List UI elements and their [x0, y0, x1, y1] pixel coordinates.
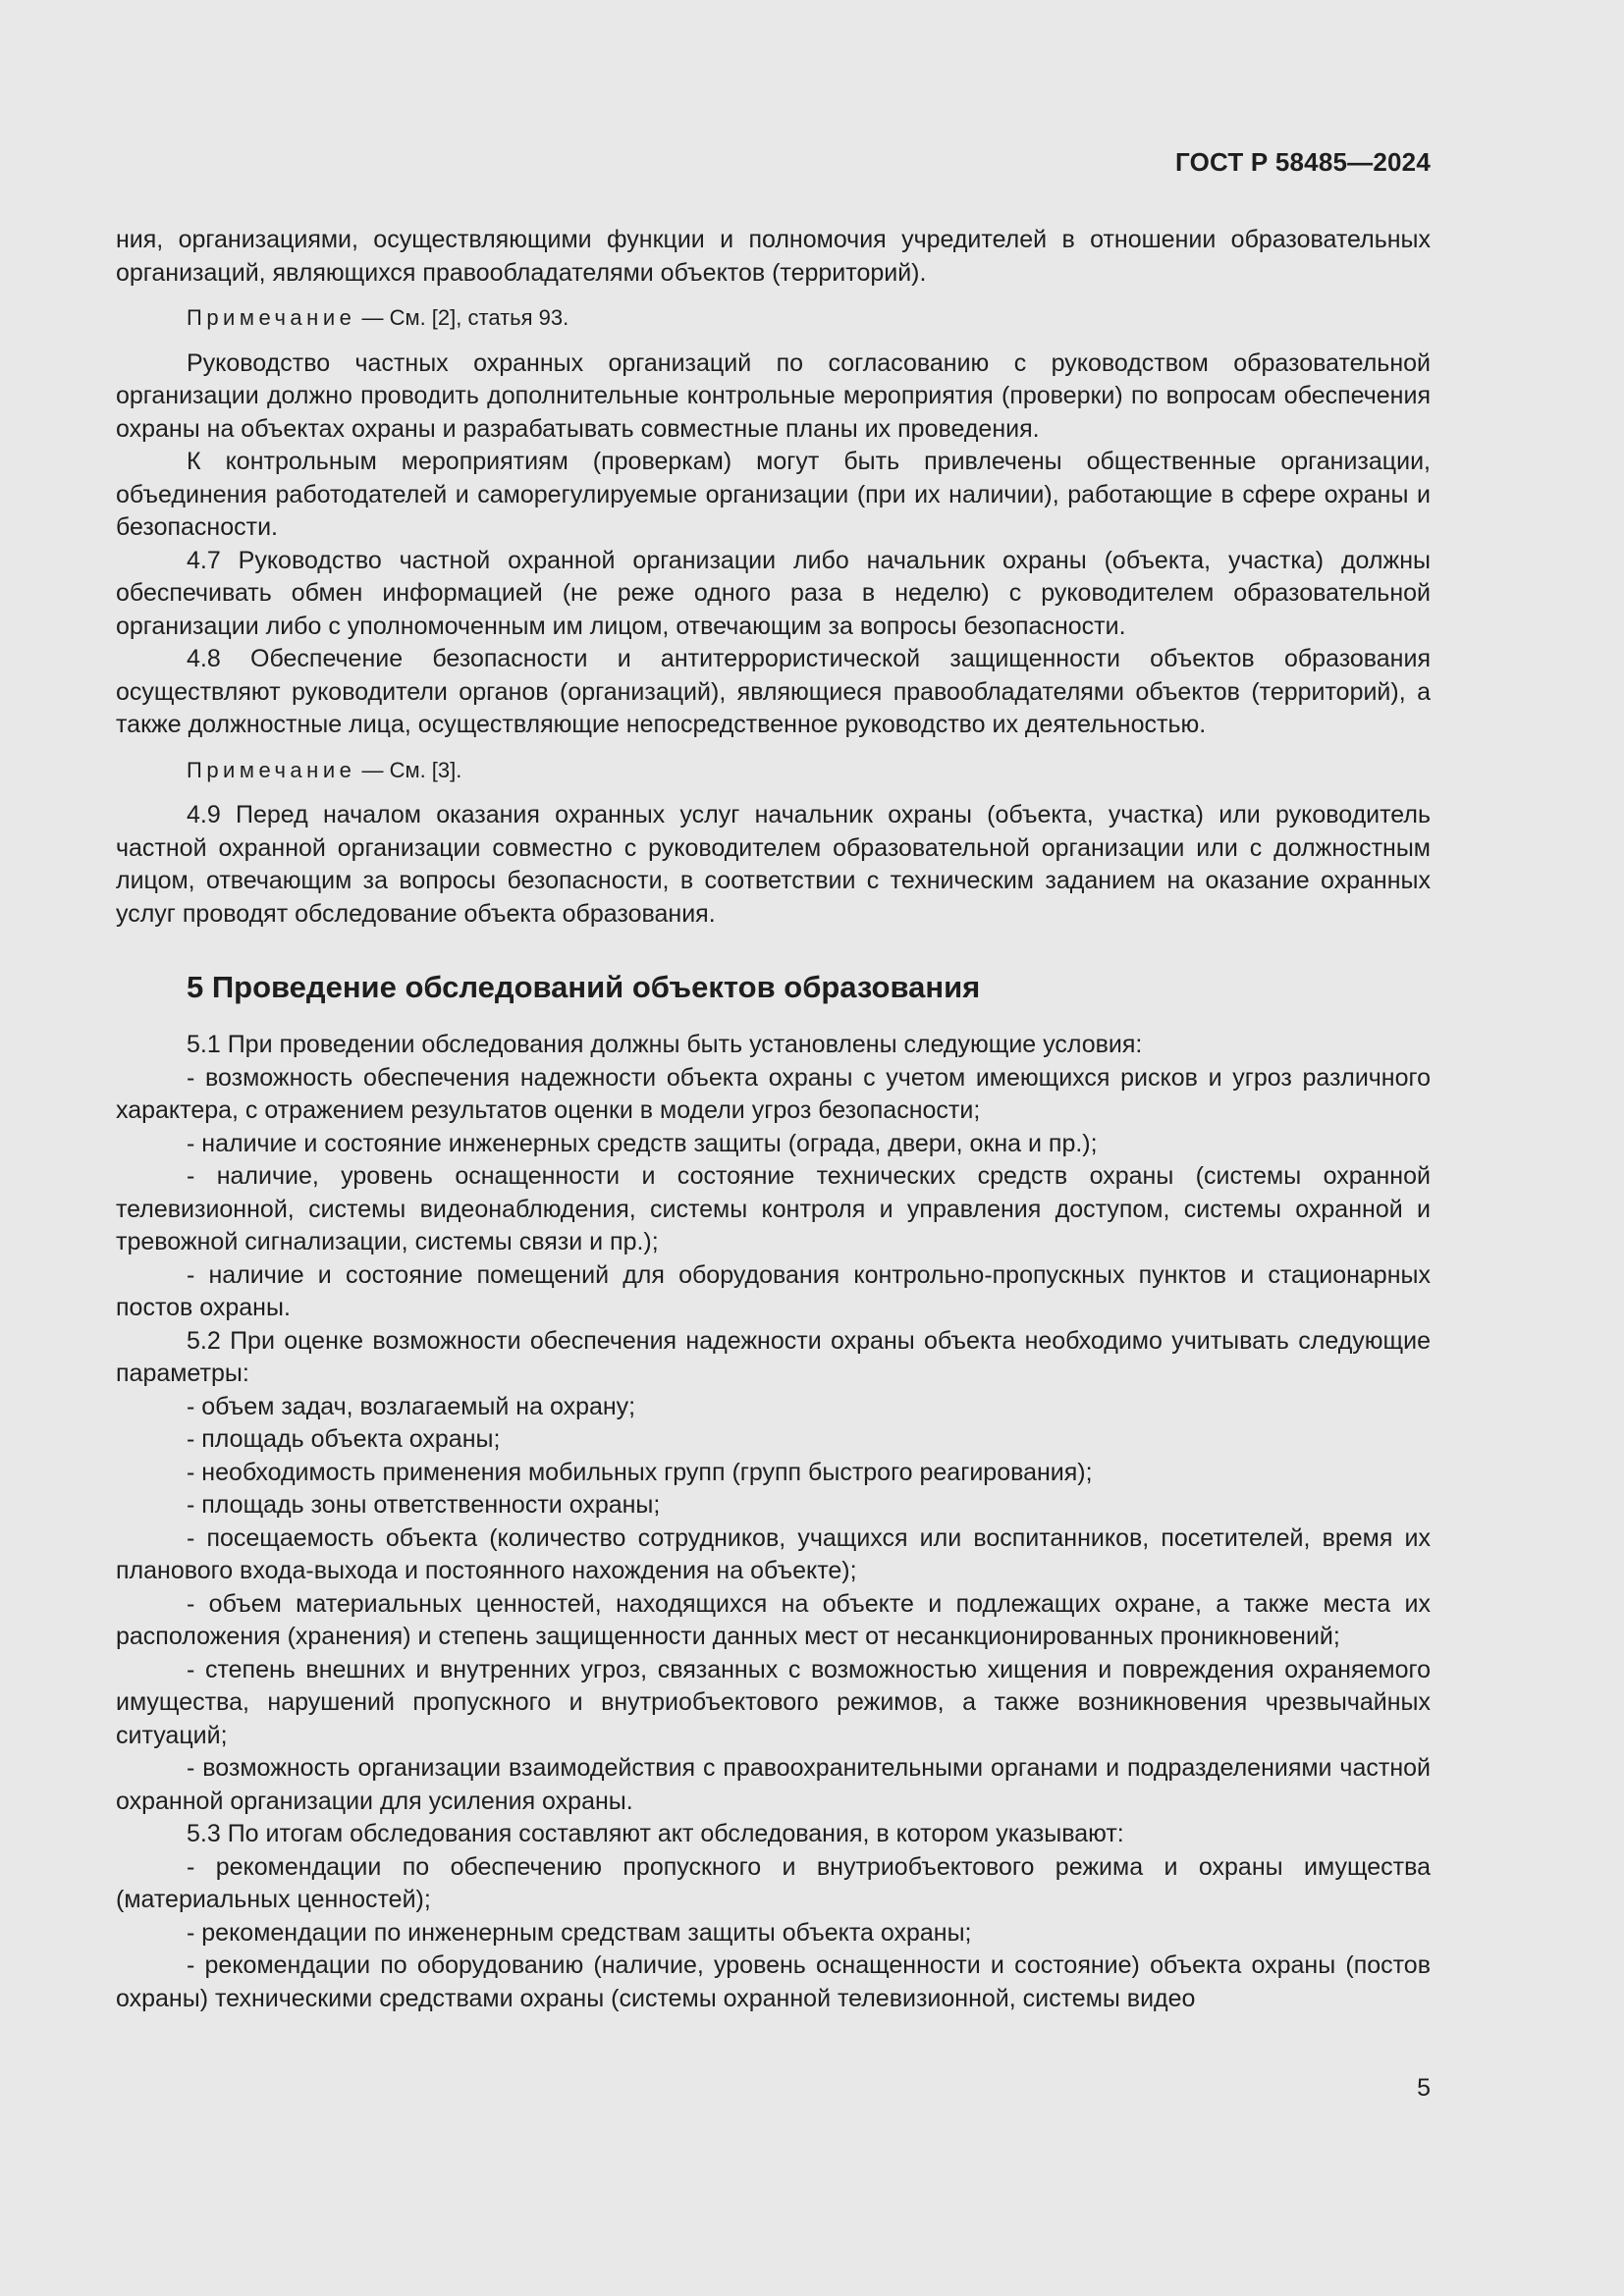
note-label: Примечание: [187, 757, 356, 782]
clause-5-2: 5.2 При оценке возможности обеспечения надежности охраны объекта необходимо учитывать следующие параметры:: [116, 1326, 1431, 1387]
clause-4-7: 4.7 Руководство частной охранной организации либо начальник охраны (объекта, участка) должны обеспечивать обмен информацией (не реже одного раза в неделю) с руководителем образовательной организации либо с уполномоченным им лицом, отвечающим за вопросы безопасности.: [116, 546, 1431, 640]
list-item: - наличие и состояние инженерных средств защиты (ограда, двери, окна и пр.);: [187, 1129, 1098, 1157]
list-item: - наличие и состояние помещений для оборудования контрольно-пропускных пунктов и стационарных постов охраны.: [116, 1260, 1431, 1321]
note-text: — См. [3].: [355, 757, 462, 782]
page-number: 5: [1417, 2074, 1431, 2102]
list-item: - возможность организации взаимодействия с правоохранительными органами и подразделениями частной охранной организации для усиления охраны.: [116, 1754, 1431, 1815]
list-item: - рекомендации по обеспечению пропускного и внутриобъектового режима и охраны имущества (материальных ценностей);: [116, 1852, 1431, 1913]
note-label: Примечание: [187, 305, 356, 330]
list-item: - площадь зоны ответственности охраны;: [187, 1491, 661, 1519]
note-paragraph: [116, 301, 1431, 335]
list-item: - площадь объекта охраны;: [187, 1425, 501, 1453]
clause-4-8: 4.8 Обеспечение безопасности и антитеррористической защищенности объектов образования осуществляют руководители органов (организаций), являющиеся правообладателями объектов (территорий), а также должностные лица, осуществляющие непосредственное руководство их деятельностью.: [116, 645, 1431, 738]
list-item: - рекомендации по оборудованию (наличие, уровень оснащенности и состояние) объекта охраны (постов охраны) техническими средствами охраны (системы охранной телевизионной, системы видео: [116, 1951, 1431, 2012]
document-code-header: ГОСТ Р 58485—2024: [1175, 147, 1431, 177]
list-item: - объем материальных ценностей, находящихся на объекте и подлежащих охране, а также места их расположения (хранения) и степень защищенности данных мест от несанкционированных проникновений;: [116, 1589, 1431, 1650]
clause-5-1: 5.1 При проведении обследования должны быть установлены следующие условия:: [187, 1031, 1143, 1058]
list-item: - объем задач, возлагаемый на охрану;: [187, 1392, 636, 1420]
list-item: - рекомендации по инженерным средствам защиты объекта охраны;: [187, 1918, 972, 1947]
section-title: 5 Проведение обследований объектов образования: [187, 970, 981, 1004]
document-body: [116, 224, 1431, 2015]
note-paragraph: [116, 754, 1431, 787]
list-item: - посещаемость объекта (количество сотрудников, учащихся или воспитанников, посетителей, время их планового входа-выхода и постоянного нахождения на объекте);: [116, 1523, 1431, 1584]
note-text: — См. [2], статья 93.: [355, 305, 569, 330]
list-item: - необходимость применения мобильных групп (групп быстрого реагирования);: [187, 1458, 1093, 1486]
clause-4-9: 4.9 Перед началом оказания охранных услуг начальник охраны (объекта, участка) или руководитель частной охранной организации совместно с руководителем образовательной организации или с должностным лицом, отвечающим за вопросы безопасности, в соответствии с техническим заданием на оказание охранных услуг проводят обследование объекта образования.: [116, 801, 1431, 928]
paragraph: К контрольным мероприятиям (проверкам) могут быть привлечены общественные организации, объединения работодателей и саморегулируемые организации (при их наличии), работающие в сфере охраны и безопасности.: [116, 448, 1431, 541]
list-item: - степень внешних и внутренних угроз, связанных с возможностью хищения и повреждения охраняемого имущества, нарушений пропускного и внутриобъектового режимов, а также возникновения чрезвычайных ситуаций;: [116, 1655, 1431, 1749]
clause-5-3: 5.3 По итогам обследования составляют акт обследования, в котором указывают:: [187, 1820, 1124, 1847]
list-item: - возможность обеспечения надежности объекта охраны с учетом имеющихся рисков и угроз различного характера, с отражением результатов оценки в модели угроз безопасности;: [116, 1063, 1431, 1124]
paragraph: Руководство частных охранных организаций по согласованию с руководством образовательной организации должно проводить дополнительные контрольные мероприятия (проверки) по вопросам обеспечения охраны на объектах охраны и разрабатывать совместные планы их проведения.: [116, 348, 1431, 443]
list-item: - наличие, уровень оснащенности и состояние технических средств охраны (системы охранной телевизионной, системы видеонаблюдения, системы контроля и управления доступом, системы охранной и тревожной сигнализации, системы связи и пр.);: [116, 1162, 1431, 1255]
paragraph-continuation: ния, организациями, осуществляющими функции и полномочия учредителей в отношении образовательных организаций, являющихся правообладателями объектов (территорий).: [116, 226, 1431, 287]
